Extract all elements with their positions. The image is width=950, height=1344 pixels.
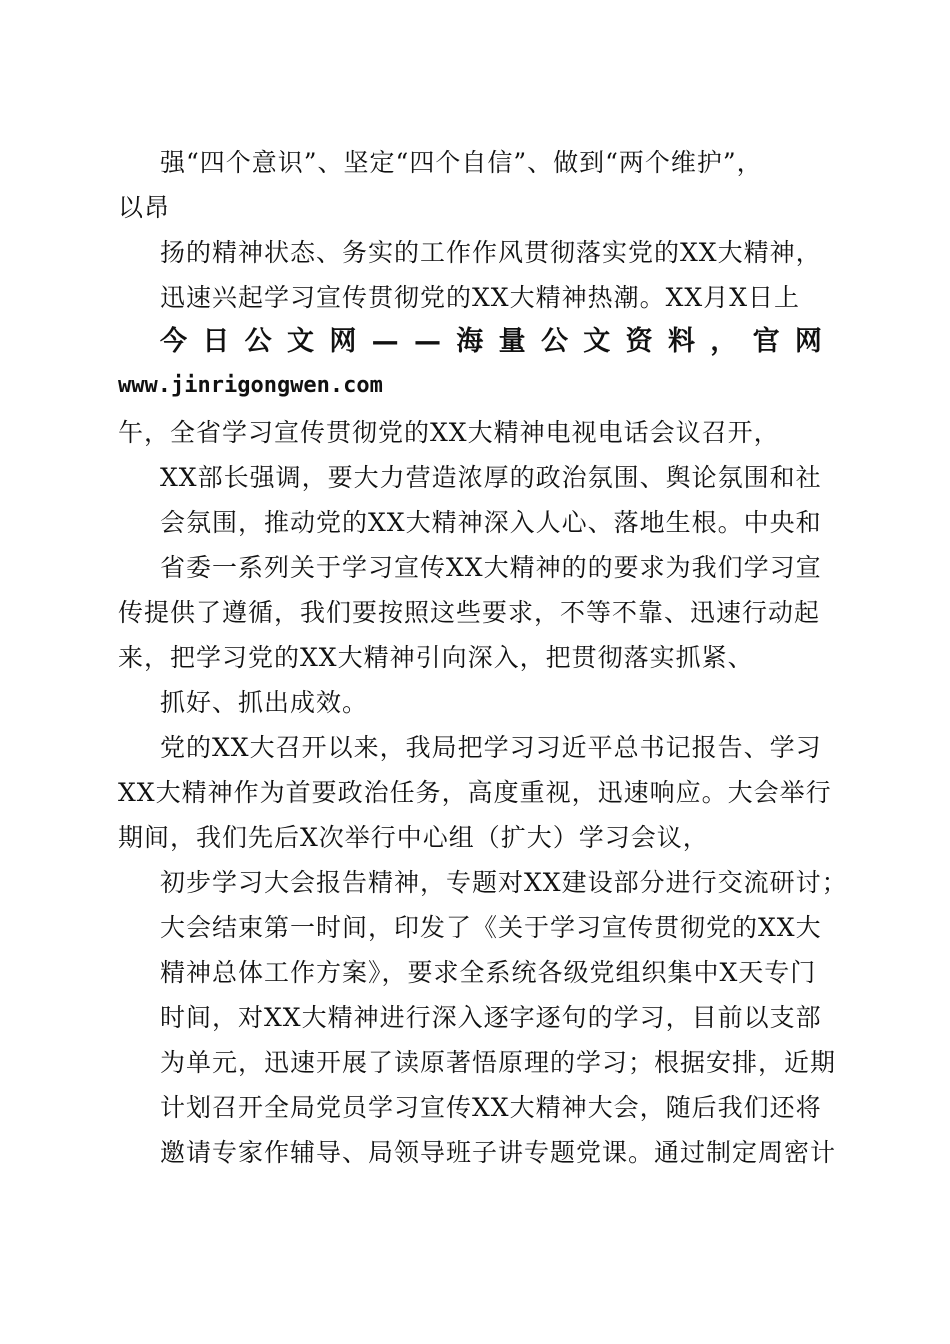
text-line: 以昂 [118,193,171,222]
text-line: 扬的精神状态、务实的工作作风贯彻落实党的XX大精神， [160,238,822,267]
text-line: 邀请专家作辅导、局领导班子讲专题党课。通过制定周密计 [160,1138,837,1167]
banner-char: 今 [160,326,187,357]
banner-char: 公 [244,326,272,357]
banner-char: 官 [752,326,780,357]
text-line: XX部长强调，要大力营造浓厚的政治氛围、舆论氛围和社 [160,463,822,492]
text-line: 党的XX大召开以来，我局把学习习近平总书记报告、学习 [160,733,822,762]
banner-char: 文 [286,326,314,357]
text-line: 传提供了遵循，我们要按照这些要求，不等不靠、迅速行动起 [118,598,821,627]
banner-char: 网 [329,326,357,357]
banner-char: 资 [625,326,653,357]
text-line: 抓好、抓出成效。 [160,688,369,717]
banner-char: 料 [667,326,695,357]
text-line: 为单元，迅速开展了读原著悟原理的学习；根据安排，近期 [160,1048,837,1077]
banner-char: 公 [540,326,568,357]
text-line: 期间，我们先后X次举行中心组（扩大）学习会议， [118,823,709,852]
banner-char: 量 [498,326,526,357]
text-line: 会氛围，推动党的XX大精神深入人心、落地生根。中央和 [160,508,822,537]
banner-char: ， [710,326,738,357]
text-line: 时间，对XX大精神进行深入逐字逐句的学习，目前以支部 [160,1003,822,1032]
text-line: 精神总体工作方案》，要求全系统各级党组织集中X天专门 [160,958,817,987]
banner-char: 海 [456,326,484,357]
banner-char: — [371,326,399,357]
banner-char: 文 [583,326,611,357]
watermark-banner [160,325,822,359]
text-line: 迅速兴起学习宣传贯彻党的XX大精神热潮。XX月X日上 [160,283,800,312]
text-line: 大会结束第一时间，印发了《关于学习宣传贯彻党的XX大 [160,913,822,942]
text-line: 初步学习大会报告精神，专题对XX建设部分进行交流研讨； [160,868,848,897]
text-line: 强“四个意识”、坚定“四个自信”、做到“两个维护”， [160,148,763,177]
banner-char: 日 [202,326,230,357]
text-line: 来，把学习党的XX大精神引向深入，把贯彻落实抓紧、 [118,643,754,672]
text-line: XX大精神作为首要政治任务，高度重视，迅速响应。大会举行 [118,778,832,807]
text-line: 午，全省学习宣传贯彻党的XX大精神电视电话会议召开， [118,418,780,447]
banner-char: 网 [794,326,822,357]
website-url: www.jinrigongwen.com [118,373,383,398]
text-line: 省委一系列关于学习宣传XX大精神的的要求为我们学习宣 [160,553,822,582]
banner-char: — [413,326,441,357]
text-line: 计划召开全局党员学习宣传XX大精神大会，随后我们还将 [160,1093,822,1122]
